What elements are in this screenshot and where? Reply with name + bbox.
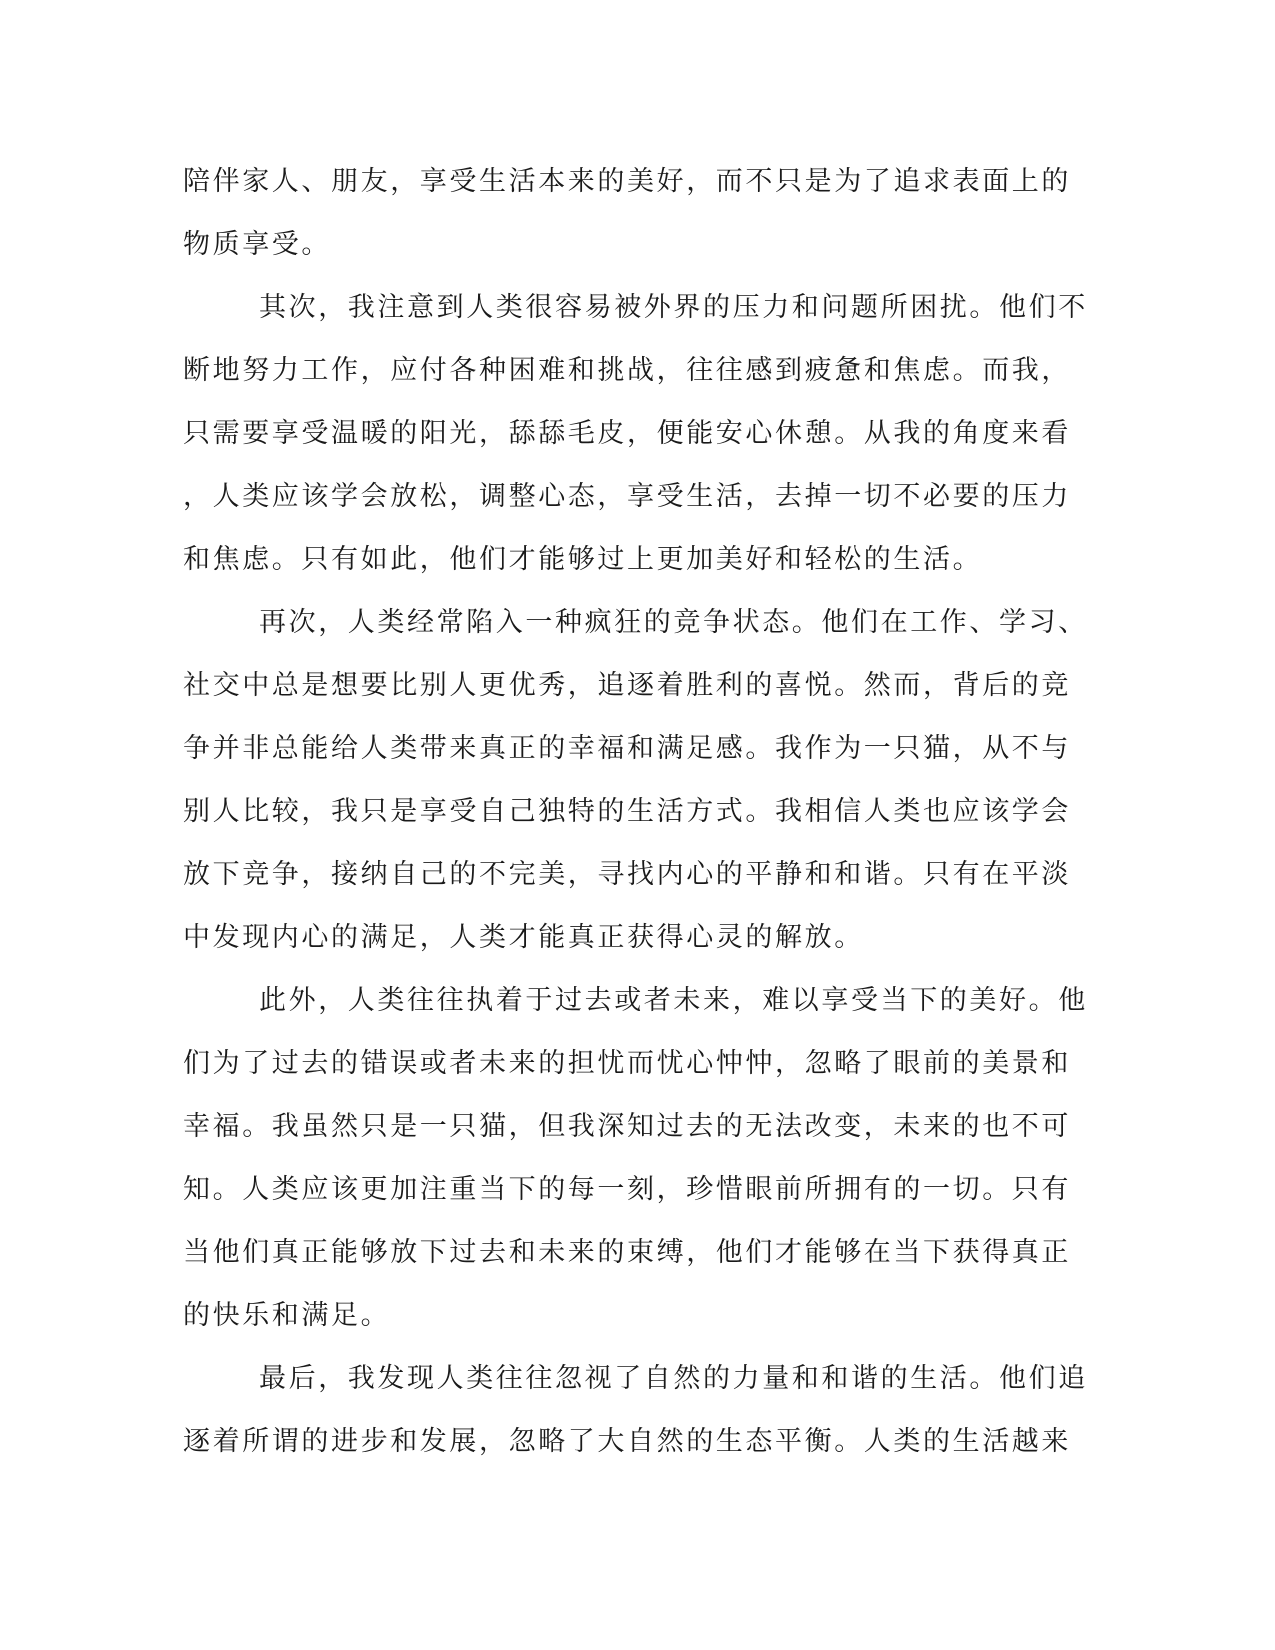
text-line: 中发现内心的满足，人类才能真正获得心灵的解放。 [183, 922, 864, 953]
document-body [183, 150, 1088, 1473]
text-line: 最后，我发现人类往往忽视了自然的力量和和谐的生活。他们追 [259, 1363, 1088, 1394]
paragraph-3 [183, 591, 1088, 969]
text-line: 放下竞争，接纳自己的不完美，寻找内心的平静和和谐。只有在平淡 [183, 859, 1071, 890]
text-line: 此外，人类往往执着于过去或者未来，难以享受当下的美好。他 [259, 985, 1088, 1016]
text-line: 只需要享受温暖的阳光，舔舔毛皮，便能安心休憩。从我的角度来看 [183, 418, 1071, 449]
text-line: 别人比较，我只是享受自己独特的生活方式。我相信人类也应该学会 [183, 796, 1071, 827]
paragraph-2 [183, 276, 1088, 591]
paragraph-5 [183, 1347, 1088, 1473]
text-line: 幸福。我虽然只是一只猫，但我深知过去的无法改变，未来的也不可 [183, 1111, 1071, 1142]
text-line: 其次，我注意到人类很容易被外界的压力和问题所困扰。他们不 [259, 292, 1088, 323]
text-line: 当他们真正能够放下过去和未来的束缚，他们才能够在当下获得真正 [183, 1237, 1071, 1268]
paragraph-4 [183, 969, 1088, 1347]
text-line: 物质享受。 [183, 229, 331, 260]
text-line: ，人类应该学会放松，调整心态，享受生活，去掉一切不必要的压力 [183, 481, 1071, 512]
text-line: 争并非总能给人类带来真正的幸福和满足感。我作为一只猫，从不与 [183, 733, 1071, 764]
text-line: 再次，人类经常陷入一种疯狂的竞争状态。他们在工作、学习、 [259, 607, 1088, 638]
text-line: 们为了过去的错误或者未来的担忧而忧心忡忡，忽略了眼前的美景和 [183, 1048, 1071, 1079]
text-line: 陪伴家人、朋友，享受生活本来的美好，而不只是为了追求表面上的 [183, 166, 1071, 197]
text-line: 知。人类应该更加注重当下的每一刻，珍惜眼前所拥有的一切。只有 [183, 1174, 1071, 1205]
text-line: 和焦虑。只有如此，他们才能够过上更加美好和轻松的生活。 [183, 544, 983, 575]
paragraph-1 [183, 150, 1071, 276]
text-line: 断地努力工作，应付各种困难和挑战，往往感到疲惫和焦虑。而我， [183, 355, 1071, 386]
text-line: 逐着所谓的进步和发展，忽略了大自然的生态平衡。人类的生活越来 [183, 1426, 1071, 1457]
text-line: 社交中总是想要比别人更优秀，追逐着胜利的喜悦。然而，背后的竞 [183, 670, 1071, 701]
text-line: 的快乐和满足。 [183, 1300, 391, 1331]
